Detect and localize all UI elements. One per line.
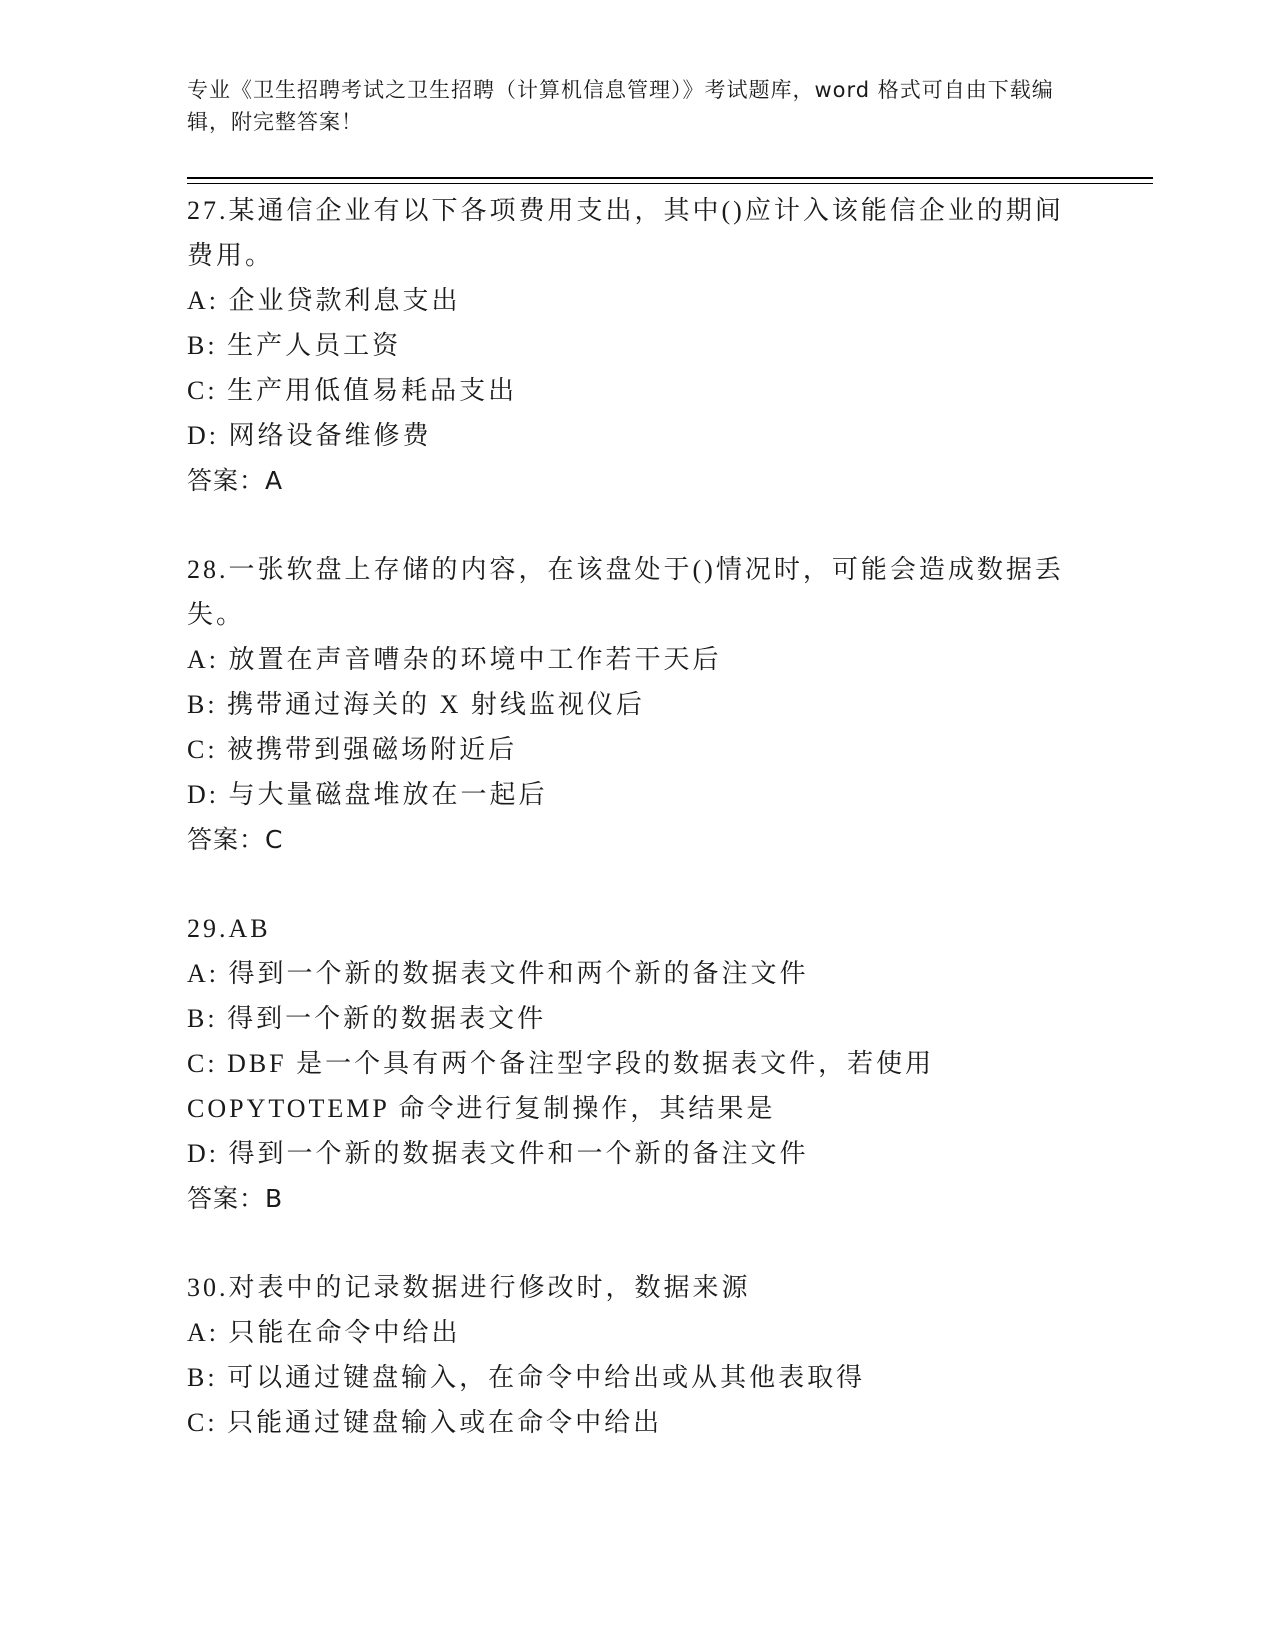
option-c: C: 生产用低值易耗品支出 [187,376,518,405]
option-a: A: 放置在声音嘈杂的环境中工作若干天后 [187,645,722,674]
question-27 [187,188,1087,503]
question-stem: 29.AB [187,914,271,943]
question-29 [187,906,1087,1221]
option-b: B: 携带通过海关的 X 射线监视仪后 [187,690,645,719]
question-30 [187,1265,1087,1445]
option-b: B: 生产人员工资 [187,331,402,360]
option-a: A: 只能在命令中给出 [187,1318,461,1347]
header-divider-thin [187,183,1153,184]
option-d: D: 得到一个新的数据表文件和一个新的备注文件 [187,1139,809,1168]
answer-line: 答案：C [187,825,284,854]
question-stem: 30.对表中的记录数据进行修改时，数据来源 [187,1273,751,1302]
option-d: D: 与大量磁盘堆放在一起后 [187,780,548,809]
option-c: C: 只能通过键盘输入或在命令中给出 [187,1408,663,1437]
header-divider-thick [187,177,1153,179]
question-stem: 28.一张软盘上存储的内容，在该盘处于()情况时，可能会造成数据丢失。 [187,555,1064,629]
option-c: C: DBF 是一个具有两个备注型字段的数据表文件，若使用 COPYTOTEMP 命令进行复制操作，其结果是 [187,1049,935,1123]
option-d: D: 网络设备维修费 [187,421,432,450]
option-a: A: 得到一个新的数据表文件和两个新的备注文件 [187,959,809,988]
document-header: 专业《卫生招聘考试之卫生招聘（计算机信息管理）》考试题库，word 格式可自由下载编辑，附完整答案！ [187,78,1054,134]
option-a: A: 企业贷款利息支出 [187,286,461,315]
question-list [187,188,1087,1489]
option-b: B: 可以通过键盘输入，在命令中给出或从其他表取得 [187,1363,866,1392]
answer-line: 答案：B [187,1184,284,1213]
answer-line: 答案：A [187,466,284,495]
option-b: B: 得到一个新的数据表文件 [187,1004,547,1033]
option-c: C: 被携带到强磁场附近后 [187,735,518,764]
question-stem: 27.某通信企业有以下各项费用支出，其中()应计入该能信企业的期间费用。 [187,196,1064,270]
question-28 [187,547,1087,862]
